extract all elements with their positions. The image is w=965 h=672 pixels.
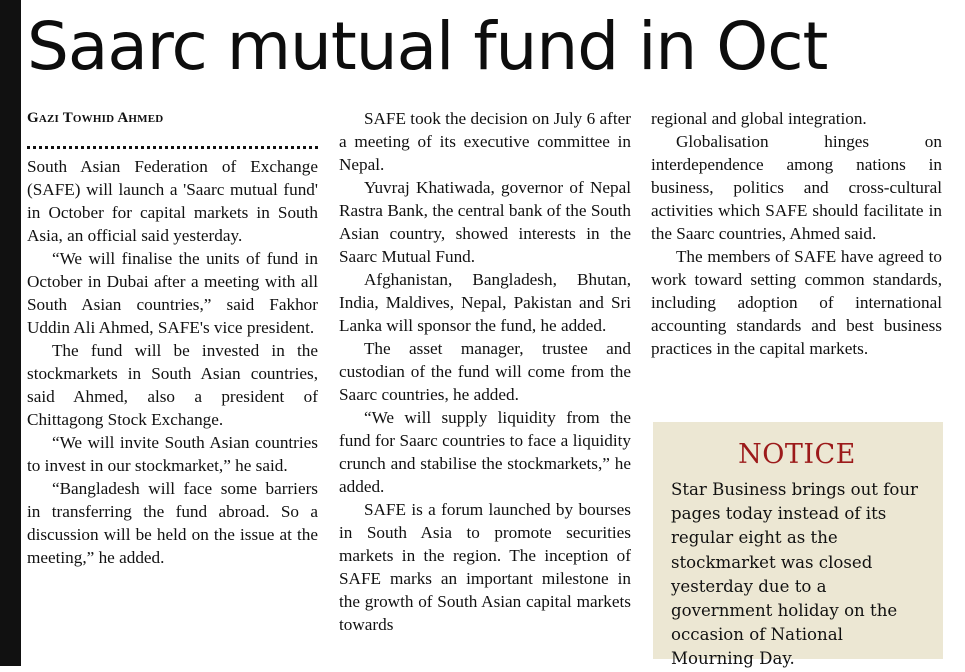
- paragraph: “Bangladesh will face some barriers in transferring the fund abroad. So a discussion will be held on the issue at the meeting,” he added.: [27, 479, 318, 567]
- notice-title: NOTICE: [738, 439, 856, 470]
- paragraph: The asset manager, trustee and custodian of the fund will come from the Saarc countries, he added.: [339, 339, 631, 404]
- notice-box: [653, 422, 943, 669]
- paragraph: SAFE took the decision on July 6 after a meeting of its executive committee in Nepal.: [339, 109, 631, 174]
- article-column-3: [651, 107, 942, 360]
- article-column-1: [27, 107, 318, 569]
- paragraph: The members of SAFE have agreed to work toward setting common standards, including adoption of international accounting standards and best business practices in the capital markets.: [651, 247, 942, 358]
- paragraph: “We will invite South Asian countries to invest in our stockmarket,” he said.: [27, 433, 318, 475]
- left-edge-bar: [0, 0, 21, 666]
- paragraph: South Asian Federation of Exchange (SAFE) will launch a 'Saarc mutual fund' in October for capital markets in South Asia, an official said yesterday.: [27, 157, 318, 245]
- notice-text: Star Business brings out four pages today instead of its regular eight as the stockmarket was closed yesterday due to a government holiday on the occasion of National Mourning Day.: [671, 480, 918, 669]
- paragraph: SAFE is a forum launched by bourses in South Asia to promote securities markets in the region. The inception of SAFE marks an important milestone in the growth of South Asian capital markets towards: [339, 500, 631, 634]
- article-column-2: [339, 107, 631, 636]
- paragraph: “We will finalise the units of fund in October in Dubai after a meeting with all South Asian countries,” said Fakhor Uddin Ali Ahmed, SAFE's vice president.: [27, 249, 318, 337]
- paragraph: Yuvraj Khatiwada, governor of Nepal Rastra Bank, the central bank of the South Asian country, showed interests in the Saarc Mutual Fund.: [339, 178, 631, 266]
- byline-divider: [27, 134, 318, 149]
- paragraph: Globalisation hinges on interdependence among nations in business, politics and cross-cultural activities which SAFE should facilitate in the Saarc countries, Ahmed said.: [651, 132, 942, 243]
- paragraph: The fund will be invested in the stockmarkets in South Asian countries, said Ahmed, also a president of Chittagong Stock Exchange.: [27, 341, 318, 429]
- paragraph: Afghanistan, Bangladesh, Bhutan, India, Maldives, Nepal, Pakistan and Sri Lanka will sponsor the fund, he added.: [339, 270, 631, 335]
- byline: Gazi Towhid Ahmed: [27, 110, 164, 126]
- paragraph: “We will supply liquidity from the fund for Saarc countries to face a liquidity crunch and stabilise the stockmarkets,” he added.: [339, 408, 631, 496]
- paragraph: regional and global integration.: [651, 109, 867, 128]
- headline: Saarc mutual fund in Oct: [27, 8, 828, 85]
